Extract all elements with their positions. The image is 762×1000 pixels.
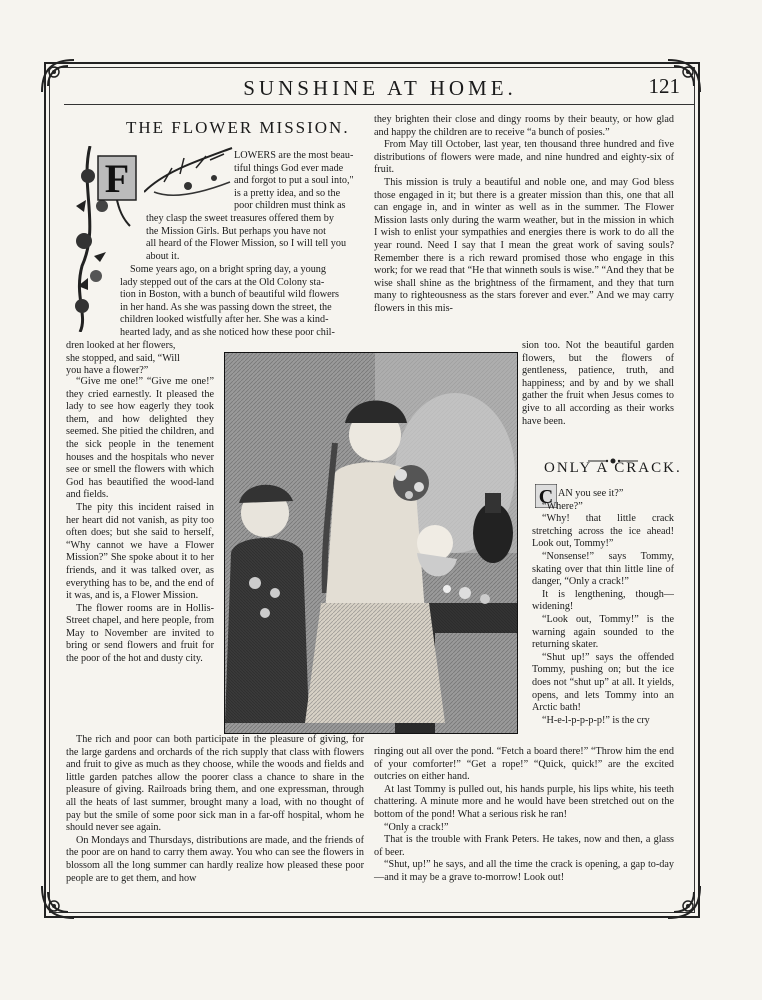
paragraph: “Give me one!” “Give me one!” they cried earnestly. It pleased the lady to see how eagerly they took them, and how delighted they seemed. She pitied the children, and the sick people in the tenement houses and the hospitals who never see or smell the flowers with which God has beautified the wood-land and fields. (66, 376, 214, 501)
magazine-title: SUNSHINE AT HOME. (243, 76, 517, 100)
paragraph: At last Tommy is pulled out, his hands purple, his lips white, his teeth chattering. A minute more and he would have been stretched out on the bottom of the pond! What a serious risk he ran! (374, 783, 674, 820)
paragraph: The rich and poor can both participate in the pleasure of giving, for the large gardens and orchards of the rich supply that class with flowers and fruit to give as much as they choose, while the woods and fields and little garden patches allow the poorer class a chance to share in the pleasure of giving. Railroads bring them, and one expressman, through all the heats of last summer, brought many a load, with no thought of pay but the smile of some poor sick man in a far-off hospital, whom he should never see again. (66, 734, 364, 834)
text-line: hearted lady, and as she noticed how these poor chil- (120, 326, 335, 338)
paragraph: sion too. Not the beautiful garden flowers, but the flowers of gentleness, patience, truth, and happiness; and by and by we shall gather the fruit when Jesus comes to give to all according as their works have been. (522, 340, 674, 427)
paragraph: “Where?” (542, 500, 583, 512)
text-line: they clasp the sweet treasures offered them by (146, 212, 334, 224)
paragraph: That is the trouble with Frank Peters. He takes, now and then, a glass of beer. (374, 834, 674, 858)
header-rule (64, 104, 694, 105)
article2-narrow-text (532, 488, 674, 727)
right-narrow-text (522, 340, 674, 428)
dropcap-letter-f: F (104, 156, 130, 201)
paragraph: On Mondays and Thursdays, distributions are made, and the friends of the poor are on hand to carry them away. You who can see the flowers in blossom all the long summer can hardly realize how pleased these poor people are to get them, and how (66, 834, 364, 884)
paragraph: “Shut up!” says the offended Tommy, pushing on; but the ice does not “shut up” at all. It yields, opens, and lets Tommy into an Arctic bath! (532, 651, 674, 714)
corner-ornament-bottom-left (38, 882, 78, 922)
text-line: about it. (146, 250, 180, 262)
page-number: 121 (648, 74, 680, 98)
paragraph-some-years-cont (66, 340, 216, 378)
engraving-girls-with-flowers (224, 352, 518, 734)
paragraph: “Shut, up!” he says, and all the time the crack is opening, a gap to-day—and it may be a grave to-morrow! Look out! (374, 859, 674, 883)
paragraph-intro (146, 150, 362, 263)
paragraph: From May till October, last year, ten thousand three hundred and five distributions of flowers were made, and nine hundred and eighty-six of fruit. (374, 139, 674, 176)
section-divider-ornament (588, 450, 638, 458)
text-line: you have a flower?” (66, 365, 149, 377)
paragraph: It is lengthening, though—widening! (532, 588, 674, 613)
text-line: Some years ago, on a bright spring day, a young (130, 264, 326, 275)
paragraph: “Nonsense!” says Tommy, skating over that thin little line of danger, “Only a crack!” (532, 550, 674, 588)
paragraph-some-years (120, 264, 362, 340)
paragraph: “Why! that little crack stretching across the ice ahead! Look out, Tommy!” (532, 513, 674, 550)
paragraph: The pity this incident raised in her heart did not vanish, as pity too often does; but she said to herself, “Why cannot we have a Flower Mission?” She spoke about it to her friends, and it was talked over, as everything has to be, and the end of it was, and is, a Flower Mission. (66, 501, 214, 602)
paragraph: ringing out all over the pond. “Fetch a board there!” “Throw him the end of your comforter!” “Get a rope!” “Quick, quick!” are the excited outcries on either hand. (374, 746, 674, 783)
article-title-only-a-crack: ONLY A CRACK. (544, 460, 682, 476)
dropcap-c-text: C (538, 486, 554, 508)
text-line: poor children must think as (234, 200, 346, 212)
paragraph: The flower rooms are in Hollis-Street chapel, and here people, from May to November are invited to bring or send flowers and fruit for the poor of the hot and dusty city. (66, 602, 214, 665)
paragraph: AN you see it?” (558, 488, 624, 499)
text-line: lady stepped out of the cars at the Old Colony sta- (120, 276, 325, 288)
running-head (70, 72, 690, 104)
text-line: in her hand. As she was passing down the street, the (120, 301, 332, 313)
text-line: is a pretty idea, and so the (234, 187, 341, 199)
text-line: she stopped, and said, “Will (66, 352, 180, 364)
left-column-text (66, 376, 214, 666)
paragraph: “Only a crack!” (384, 821, 449, 833)
article1-bottom-text (66, 734, 364, 885)
paragraph: This mission is truly a beautiful and noble one, and may God bless those engaged in it; but there is a greater mission than this, one that all can engage in, and in winter as well as in the summer. The Flower Mission lasts only during the warm weather, but in the mission in which I wish to enlist your sympathies and energies there is work to do all the year round. Need I say that I mean the great work of saving souls? Remember there is a rich reward promised those who engage in this work; for we read that “He that winneth souls is wise.” “And they that be wise shall shine as the brightness of the firmament, and they that turn many to righteousness as the stars forever and ever.” And we may carry flowers in this mis- (374, 176, 674, 314)
paragraph: “Look out, Tommy!” is the warning again sounded to the returning skater. (532, 613, 674, 651)
corner-ornament-bottom-right (664, 882, 704, 922)
right-column-top-text (374, 114, 674, 316)
paragraph: they brighten their close and dingy rooms by their beauty, or how glad and happy the children are to receive “a bunch of posies.” (374, 114, 674, 138)
article2-wide-text (374, 746, 674, 885)
paragraph: “H-e-l-p-p-p-p!” is the cry (542, 714, 650, 726)
text-line: and forgot to put a soul into," (234, 175, 354, 187)
text-line: tion in Boston, with a bunch of beautiful wild flowers (120, 289, 340, 301)
article-title-flower-mission: THE FLOWER MISSION. (126, 118, 350, 137)
text-line: LOWERS are the most beau- (234, 150, 354, 161)
text-line: children looked wistfully after her. She was a kind- (120, 314, 329, 326)
text-line: all heard of the Flower Mission, so I will tell you (146, 238, 347, 250)
text-line: dren looked at her flowers, (66, 340, 176, 351)
text-line: tiful things God ever made (234, 162, 344, 174)
text-line: the Mission Girls. But perhaps you have not (146, 225, 326, 237)
